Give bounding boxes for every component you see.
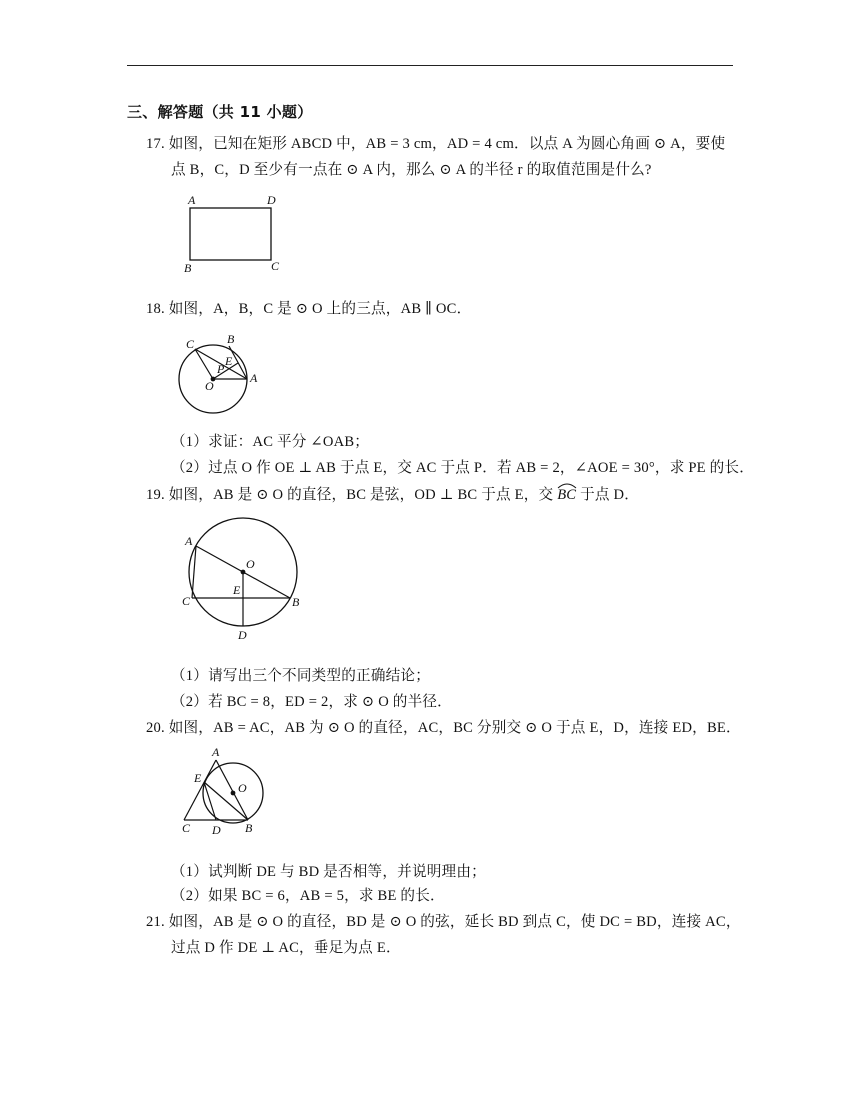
q20-line1: 20. 如图，AB = AC，AB 为 ⊙ O 的直径，AC，BC 分别交 ⊙ O 于点 E，D，连接 ED，BE． [146,720,741,736]
q19-line1-pre: 19. 如图，AB 是 ⊙ O 的直径，BC 是弦，OD ⊥ BC 于点 E，交 [146,487,558,503]
q17-label-c: C [271,259,280,273]
q18-part2: （2）过点 O 作 OE ⊥ AB 于点 E，交 AC 于点 P．若 AB = 2，∠AOE = 30°，求 PE 的长． [171,460,755,476]
q19-label-c: C [182,594,191,608]
q19-part2: （2）若 BC = 8，ED = 2，求 ⊙ O 的半径． [171,694,452,710]
q19-arc-bc: BC [557,487,576,503]
q18-label-a: A [250,371,258,385]
q18-part1: （1）求证：AC 平分 ∠OAB； [171,434,370,450]
q20-triangle-circle-figure [178,745,278,843]
q17-line2: 点 B，C，D 至少有一点在 ⊙ A 内，那么 ⊙ A 的半径 r 的取值范围是什么? [171,162,652,178]
q17-label-b: B [184,261,192,275]
q18-line1: 18. 如图，A，B，C 是 ⊙ O 上的三点，AB ∥ OC． [146,301,472,317]
section-title: 三、解答题（共 11 小题） [127,103,313,121]
q19-label-b: B [292,595,300,609]
q19-part1: （1）请写出三个不同类型的正确结论； [171,668,430,684]
q19-label-a: A [185,534,193,548]
q20-label-d: D [212,823,221,837]
q18-label-p: P [217,362,225,376]
q18-label-o: O [205,379,214,393]
q17-line1: 17. 如图，已知在矩形 ABCD 中，AB = 3 cm，AD = 4 cm．以点 A 为圆心角画 ⊙ A，要使 [146,136,726,152]
q19-circle-figure [176,512,311,647]
q18-label-c: C [186,337,195,351]
q19-line1-post: 于点 D． [576,487,640,503]
q20-label-b: B [245,821,253,835]
q19-label-o: O [246,557,255,571]
q17-label-d: D [267,193,276,207]
q17-label-a: A [188,193,196,207]
q19-label-d: D [238,628,247,642]
q21-line1: 21. 如图，AB 是 ⊙ O 的直径，BD 是 ⊙ O 的弦，延长 BD 到点 C，使 DC = BD，连接 AC， [146,914,741,930]
q19-line1 [146,483,639,504]
q18-label-e: E [225,354,233,368]
q21-line2: 过点 D 作 DE ⊥ AC，垂足为点 E． [171,940,401,956]
q18-circle-figure [172,330,272,425]
header-rule [127,65,733,66]
q19-label-e: E [233,583,241,597]
q20-part1: （1）试判断 DE 与 BD 是否相等，并说明理由； [171,864,486,880]
q20-label-a: A [212,745,220,759]
q20-label-c: C [182,821,191,835]
q20-label-e: E [194,771,202,785]
q18-label-b: B [227,332,235,346]
q20-part2: （2）如果 BC = 6，AB = 5，求 BE 的长． [171,888,445,904]
q20-label-o: O [238,781,247,795]
q17-rectangle-figure [176,190,286,285]
